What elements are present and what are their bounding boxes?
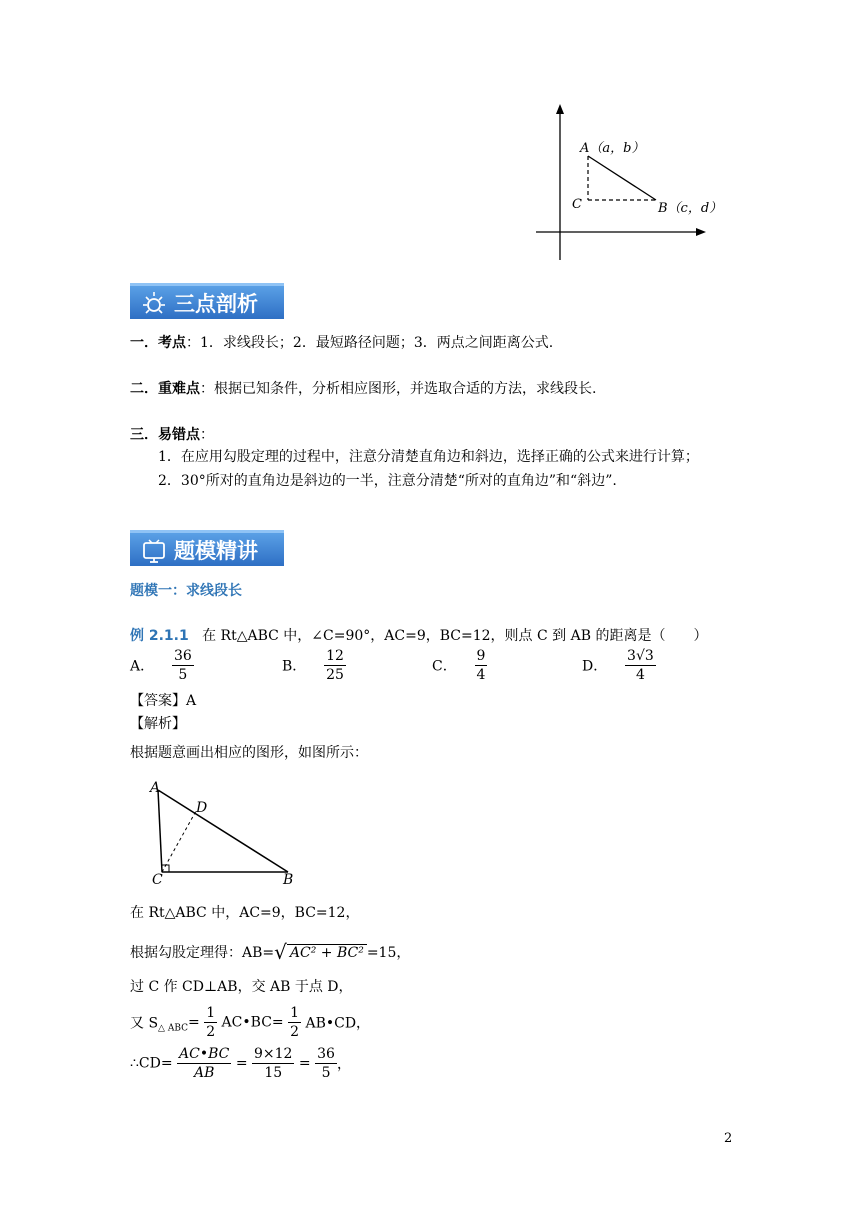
solution-line-1: 在 Rt△ABC 中，AC=9，BC=12， bbox=[130, 905, 360, 921]
lightbulb-icon bbox=[140, 290, 168, 318]
point-c-label: C bbox=[572, 197, 582, 212]
analysis-header: 【解析】 bbox=[130, 716, 186, 732]
answer-line: 【答案】A bbox=[130, 693, 197, 709]
section-header-analysis bbox=[130, 283, 284, 319]
option-c: C． $\frac{9}{4}$ bbox=[432, 648, 486, 683]
error-point-line: 三．易错点： bbox=[130, 427, 214, 443]
solution-line-4: 又 $S_{\triangle ABC}=$ $\frac{1}{2}$ AC•BC= $\frac{1}{2}$ AB•CD， bbox=[130, 1005, 371, 1040]
section-title: 三点剖析 bbox=[174, 292, 258, 316]
vertex-a-label: A bbox=[150, 780, 161, 796]
option-b: B． $\frac{12}{25}$ bbox=[282, 648, 344, 683]
page-number: 2 bbox=[724, 1131, 733, 1146]
analysis-intro: 根据题意画出相应的图形，如图所示： bbox=[130, 745, 368, 761]
vertex-c-label: C bbox=[152, 872, 163, 888]
section-title: 题模精讲 bbox=[174, 539, 258, 563]
example-question: 例 2.1.1 在 Rt△ABC 中，∠C=90°，AC=9，BC=12，则点 C 到 AB 的距离是（ ） bbox=[130, 628, 708, 644]
point-a-label: A（a，b） bbox=[580, 141, 645, 156]
section-header-examples bbox=[130, 530, 284, 566]
coordinate-figure bbox=[530, 100, 710, 265]
key-point-line: 一．考点：1．求线段长；2．最短路径问题；3．两点之间距离公式. bbox=[130, 335, 554, 351]
vertex-b-label: B bbox=[283, 872, 294, 888]
error-item-2: 2．30°所对的直角边是斜边的一半，注意分清楚“所对的直角边”和“斜边”. bbox=[158, 473, 617, 489]
vertex-d-label: D bbox=[196, 800, 208, 816]
difficulty-line: 二．重难点：根据已知条件，分析相应图形，并选取合适的方法，求线段长. bbox=[130, 381, 597, 397]
point-b-label: B（c，d） bbox=[658, 201, 723, 216]
error-item-1: 1．在应用勾股定理的过程中，注意分清楚直角边和斜边，选择正确的公式来进行计算； bbox=[158, 449, 699, 465]
monitor-icon bbox=[140, 537, 168, 565]
solution-line-5: ∴CD= $\frac{AC•BC}{AB}$ = $\frac{9\times 12}{15}$ = $\frac{36}{5}$ ， bbox=[130, 1046, 351, 1081]
solution-line-2: 根据勾股定理得：AB=√ AC² + BC² =15， bbox=[130, 940, 411, 964]
option-d: D． $\frac{3√3}{4}$ bbox=[582, 648, 654, 683]
solution-line-3: 过 C 作 CD⊥AB，交 AB 于点 D， bbox=[130, 979, 353, 995]
topic-subtitle: 题模一：求线段长 bbox=[130, 583, 242, 599]
option-a: A． $\frac{36}{5}$ bbox=[130, 648, 192, 683]
